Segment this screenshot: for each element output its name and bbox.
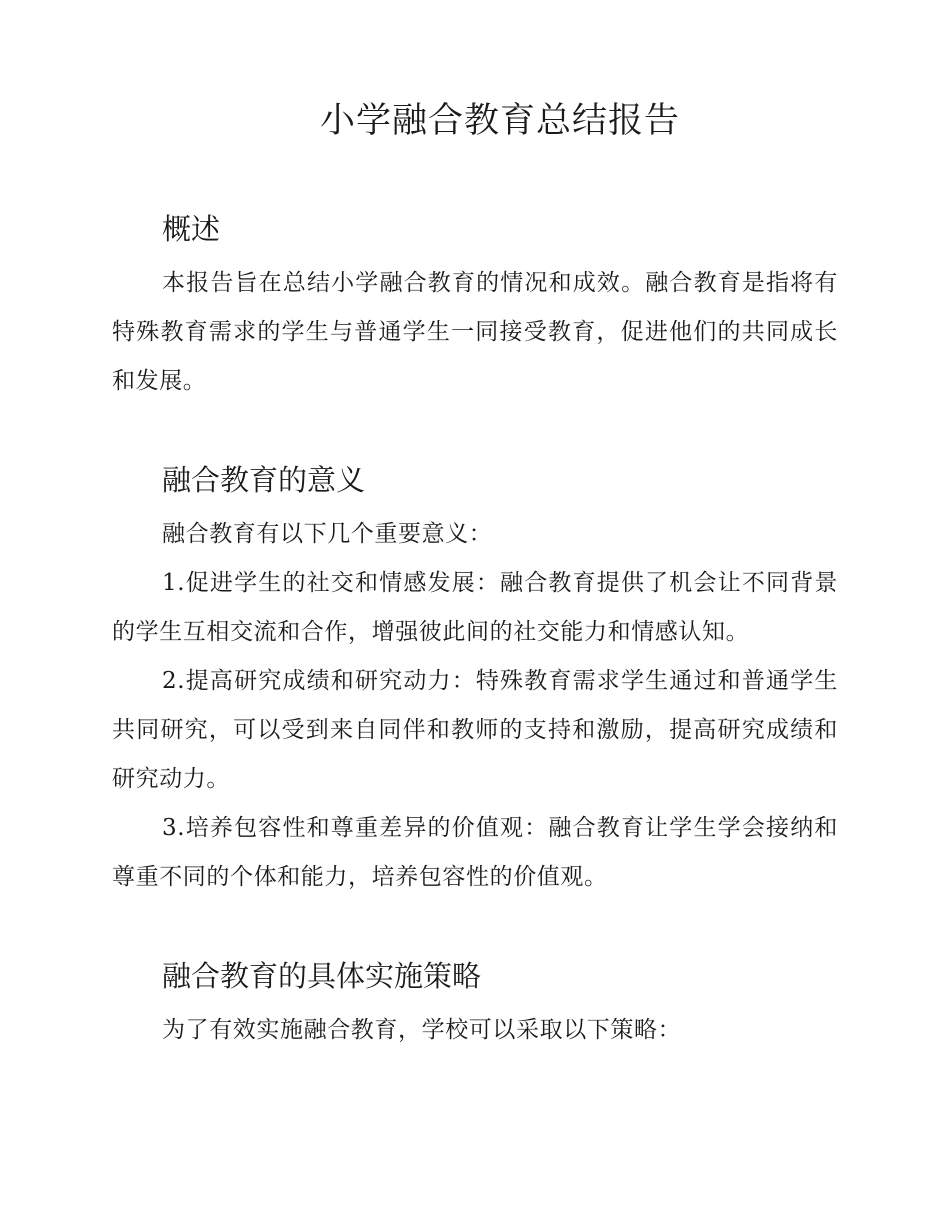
section-heading: 融合教育的意义 xyxy=(162,463,366,497)
section-significance xyxy=(112,456,838,902)
list-item: 1.促进学生的社交和情感发展：融合教育提供了机会让不同背景的学生互相交流和合作，增强彼此间的社交能力和情感认知。 xyxy=(112,570,838,645)
section-heading: 融合教育的具体实施策略 xyxy=(162,959,482,993)
list-item: 3.培养包容性和尊重差异的价值观：融合教育让学生学会接纳和尊重不同的个体和能力，培养包容性的价值观。 xyxy=(112,815,838,890)
document-body xyxy=(112,205,838,1055)
paragraph: 融合教育有以下几个重要意义： xyxy=(162,521,493,547)
document-title: 小学融合教育总结报告 xyxy=(319,101,680,141)
paragraph: 为了有效实施融合教育，学校可以采取以下策略： xyxy=(162,1017,682,1043)
section-heading: 概述 xyxy=(162,212,221,246)
section-strategies xyxy=(112,952,838,1055)
paragraph: 本报告旨在总结小学融合教育的情况和成效。融合教育是指将有特殊教育需求的学生与普通学生一同接受教育，促进他们的共同成长和发展。 xyxy=(112,270,838,394)
section-overview xyxy=(112,205,838,406)
list-item: 2.提高研究成绩和研究动力：特殊教育需求学生通过和普通学生共同研究，可以受到来自同伴和教师的支持和激励，提高研究成绩和研究动力。 xyxy=(112,668,838,792)
